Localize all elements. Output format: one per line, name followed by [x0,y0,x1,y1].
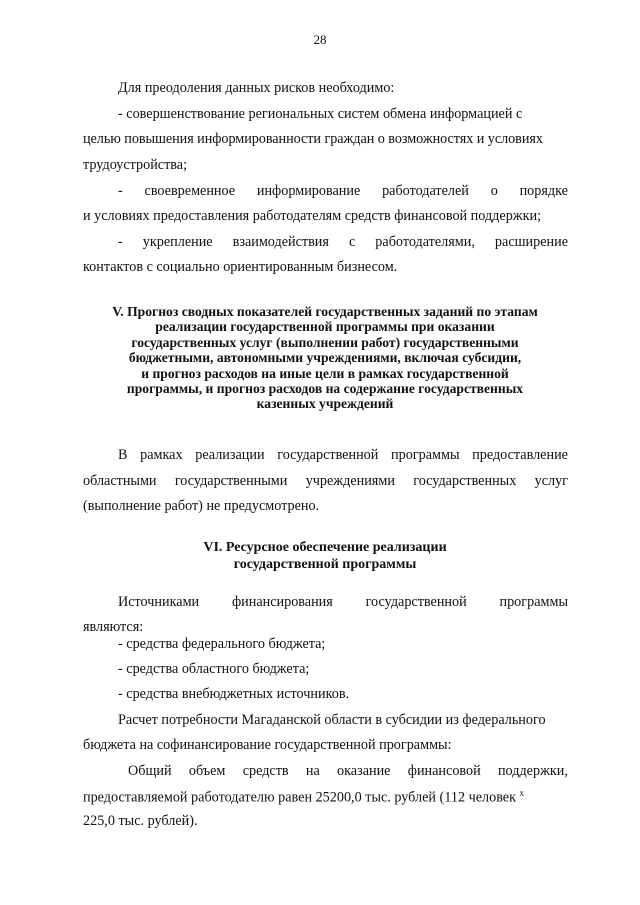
text-line: целью повышения информированности граждан о возможностях и условиях [83,131,543,147]
word: - [118,234,123,250]
word: рамках [140,447,183,463]
word: предоставление [472,447,568,463]
heading-line: бюджетными, автономными учреждениями, включая субсидии, [128,350,522,366]
list-item: - средства федерального бюджета; [118,636,326,652]
text-line-justified [118,184,568,198]
word: на [305,763,320,779]
text-line-justified [128,764,568,778]
section-heading-vi [60,539,590,573]
list-item: - средства областного бюджета; [118,661,310,677]
word: Источниками [118,594,200,610]
word: расширение [494,234,568,250]
list-item: - средства внебюджетных источников. [118,686,350,702]
word: государственной [365,594,467,610]
word: В [118,447,128,463]
text-line: Расчет потребности Магаданской области в субсидии из федерального [118,712,546,728]
text-line: (выполнение работ) не предусмотрено. [83,498,320,514]
text-line: 225,0 тыс. рублей). [83,813,198,829]
word: программы [391,447,460,463]
page-number: 28 [313,32,327,47]
heading-line: и прогноз расходов на иные цели в рамках государственной [141,365,509,381]
heading-line: V. Прогноз сводных показателей государственных заданий по этапам [112,304,538,319]
word: информирование [256,183,361,199]
word: взаимодействия [232,234,329,250]
word: оказание [337,763,391,779]
word: укрепление [142,234,213,250]
multiply-sign: x [519,788,525,798]
word: порядке [519,183,568,199]
word: услуг [534,473,568,489]
section-heading-v [60,304,590,412]
heading-line: VI. Ресурсное обеспечение реализации [203,540,447,555]
word: своевременное [144,183,236,199]
text-line: Для преодоления данных рисков необходимо: [118,80,395,96]
word: поддержки, [497,763,568,779]
word: работодателями, [375,234,475,250]
word: с [348,234,356,250]
word: областными [83,473,157,489]
word: работодателей [382,183,469,199]
heading-line: государственной программы [233,557,417,572]
word: финансирования [231,594,333,610]
text-line: являются: [83,619,144,635]
text-line-justified [118,235,568,249]
word: финансовой [407,763,481,779]
text-line: - совершенствование региональных систем обмена информацией с [118,106,523,122]
word: - [118,183,123,199]
word: Общий [128,763,172,779]
text-line: контактов с социально ориентированным бизнесом. [83,259,398,275]
text-line: и условиях предоставления работодателям средств финансовой поддержки; [83,208,542,224]
word: программы [499,594,568,610]
text-fragment: предоставляемой работодателю равен 25200,0 тыс. рублей (112 человек [83,789,516,806]
word: о [490,183,498,199]
text-line: трудоустройства; [83,157,188,173]
word: средств [242,763,289,779]
word: объем [188,763,226,779]
word: реализации [195,447,265,463]
heading-line: реализации государственной программы при оказании [155,319,495,335]
word: государственной [277,447,379,463]
word: государственных [413,473,517,489]
heading-line: казенных учреждений [256,396,394,412]
heading-line: государственных услуг (выполнении работ) государственными [131,334,519,350]
text-line [83,789,524,805]
word: государственными [174,473,288,489]
text-line-justified [118,595,568,609]
text-line-justified [83,474,568,488]
heading-line: программы, и прогноз расходов на содержание государственных [126,381,524,397]
text-line-justified [118,448,568,462]
word: учреждениями [305,473,395,489]
text-line: бюджета на софинансирование государственной программы: [83,737,452,753]
